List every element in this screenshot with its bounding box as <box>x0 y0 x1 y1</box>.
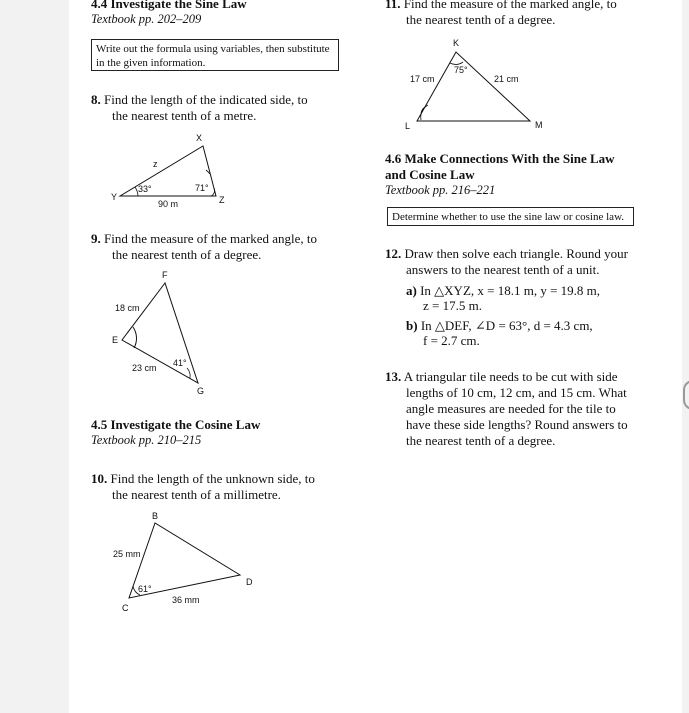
angle-label: 61° <box>138 584 152 594</box>
side-label: 21 cm <box>494 74 519 84</box>
section-title: 4.4 Investigate the Sine Law <box>91 0 247 11</box>
question-number: 11. <box>385 0 401 11</box>
vertex-label: D <box>246 577 253 587</box>
side-label: 17 cm <box>410 74 435 84</box>
question-text: A triangular tile needs to be cut with side <box>403 369 618 384</box>
vertex-label: B <box>152 511 159 521</box>
section-title: and Cosine Law <box>385 167 475 182</box>
question-number: 13. <box>385 369 402 384</box>
question-text: angle measures are needed for the tile to <box>406 401 616 416</box>
question-text: the nearest tenth of a millimetre. <box>112 487 281 502</box>
section-reference: Textbook pp. 210–215 <box>91 433 202 447</box>
question-text: the nearest tenth of a degree. <box>406 12 556 27</box>
triangle-efg-figure <box>112 270 204 396</box>
question-text: the nearest tenth of a degree. <box>112 247 262 262</box>
question-text: Find the measure of the marked angle, to <box>403 0 617 11</box>
section-reference: Textbook pp. 202–209 <box>91 12 202 26</box>
question-text: Find the length of the unknown side, to <box>110 471 315 486</box>
side-label: 36 mm <box>172 595 200 605</box>
angle-label: 75° <box>454 65 468 75</box>
part-label: b) <box>406 318 418 333</box>
vertex-label: Y <box>111 192 118 202</box>
side-label: 90 m <box>158 199 179 209</box>
question-text: the nearest tenth of a degree. <box>406 433 556 448</box>
question-text: Draw then solve each triangle. Round your <box>404 246 628 261</box>
triangle-bcd-figure <box>113 511 253 613</box>
part-text: z = 17.5 m. <box>423 298 482 313</box>
question-number: 8. <box>91 92 101 107</box>
section-title: 4.6 Make Connections With the Sine Law <box>385 151 615 166</box>
section-title: 4.5 Investigate the Cosine Law <box>91 417 261 432</box>
side-label: 18 cm <box>115 303 140 313</box>
vertex-label: Z <box>219 195 225 205</box>
side-label: 23 cm <box>132 363 157 373</box>
question-9 <box>91 231 361 263</box>
question-12-part-b <box>385 318 655 348</box>
part-text: f = 2.7 cm. <box>423 333 480 348</box>
vertex-label: K <box>453 38 460 48</box>
vertex-label: C <box>122 603 129 613</box>
question-text: have these side lengths? Round answers to <box>406 417 628 432</box>
side-label: z <box>153 159 158 169</box>
section-4-6-heading <box>385 151 615 198</box>
side-label: 25 mm <box>113 549 141 559</box>
part-text: In △XYZ, x = 18.1 m, y = 19.8 m, <box>420 283 601 298</box>
hint-line: Determine whether to use the sine law or cosine law. <box>392 211 625 223</box>
page-edge-curl <box>683 380 689 410</box>
question-12-part-a <box>385 283 655 313</box>
angle-label: 33° <box>138 184 152 194</box>
angle-label: 71° <box>195 183 209 193</box>
hint-box-law-choice <box>387 207 634 226</box>
vertex-label: X <box>196 133 203 143</box>
question-number: 12. <box>385 246 402 261</box>
triangle-klm-figure <box>405 38 543 131</box>
triangle-xyz-figure <box>111 133 225 209</box>
hint-line: Write out the formula using variables, then substitute <box>96 43 330 55</box>
section-reference: Textbook pp. 216–221 <box>385 183 496 197</box>
question-12 <box>385 246 655 348</box>
vertex-label: M <box>535 120 543 130</box>
vertex-label: G <box>197 386 205 396</box>
question-text: answers to the nearest tenth of a unit. <box>406 262 600 277</box>
question-text: the nearest tenth of a metre. <box>112 108 257 123</box>
section-4-5-heading <box>91 417 260 448</box>
part-label: a) <box>406 283 417 298</box>
question-10 <box>91 471 361 503</box>
angle-label: 41° <box>173 358 187 368</box>
vertex-label: F <box>162 270 168 280</box>
question-13 <box>385 369 655 449</box>
question-text: Find the measure of the marked angle, to <box>104 231 317 246</box>
vertex-label: L <box>405 121 411 131</box>
hint-line: in the given information. <box>96 57 206 69</box>
question-number: 9. <box>91 231 101 246</box>
question-number: 10. <box>91 471 108 486</box>
vertex-label: E <box>112 335 119 345</box>
part-text: In △DEF, ∠D = 63°, d = 4.3 cm, <box>420 318 593 333</box>
question-text: lengths of 10 cm, 12 cm, and 15 cm. What <box>406 385 627 400</box>
question-text: Find the length of the indicated side, to <box>104 92 308 107</box>
question-11 <box>385 0 655 28</box>
